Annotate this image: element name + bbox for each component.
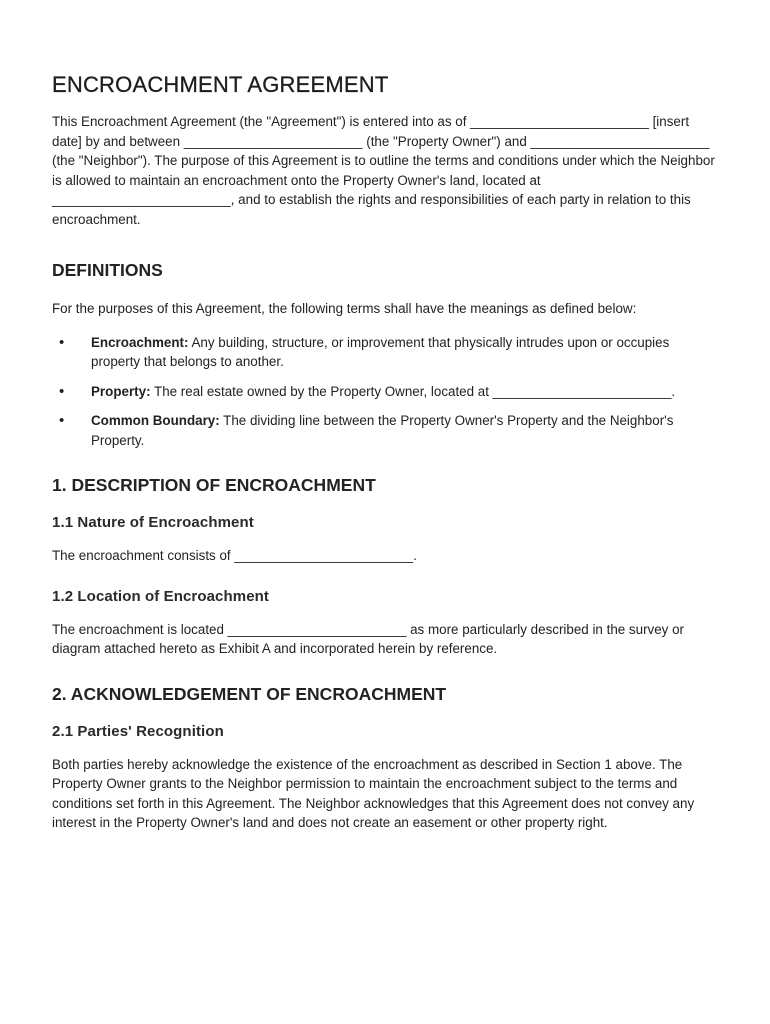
definitions-heading: DEFINITIONS	[52, 260, 163, 280]
section1-1-heading: 1.1 Nature of Encroachment	[52, 514, 254, 531]
section2-heading: 2. ACKNOWLEDGEMENT OF ENCROACHMENT	[52, 683, 447, 704]
definition-term: Property:	[91, 383, 151, 399]
section1-2-text: The encroachment is located ________________________ as more particularly described in the survey or diagram attached hereto as Exhibit A and incorporated herein by reference.	[52, 621, 684, 656]
definition-text: The dividing line between the Property Owner's Property and the Neighbor's Property.	[91, 413, 674, 448]
list-item	[52, 333, 720, 372]
section2-1-heading: 2.1 Parties' Recognition	[52, 722, 224, 740]
definition-text: Any building, structure, or improvement that physically intrudes upon or occupies property that belongs to another.	[91, 334, 670, 369]
bullet-icon: •	[59, 333, 65, 351]
section1-2-heading: 1.2 Location of Encroachment	[52, 587, 270, 605]
section2-1-text: Both parties hereby acknowledge the existence of the encroachment as described in Section 1 above. The Property Owner grants to the Neighbor permission to maintain the encroachment subject to the terms and conditions set forth in this Agreement. The Neighbor acknowledges that this Agreement does not convey any interest in the Property Owner's land and does not create an easement or other property right.	[52, 756, 695, 830]
definition-term: Encroachment:	[91, 334, 189, 350]
definitions-list	[52, 333, 720, 451]
list-item	[52, 411, 720, 450]
list-item	[52, 382, 720, 402]
intro-paragraph: This Encroachment Agreement (the "Agreement") is entered into as of ________________________ [insert date] by and between ________________________ (the "Property Owner") and ________________________ (the "Neighbor"). The purpose of this Agreement is to outline the terms and conditions under which the Neighbor is allowed to maintain an encroachment onto the Property Owner's land, located at ________________________, and to establish the rights and responsibilities of each party in relation to this encroachment.	[52, 114, 715, 227]
definition-text: The real estate owned by the Property Owner, located at ________________________.	[150, 383, 676, 399]
section1-1-text: The encroachment consists of ________________________.	[52, 548, 417, 563]
definition-term: Common Boundary:	[91, 413, 220, 428]
document-title: ENCROACHMENT AGREEMENT	[52, 72, 389, 97]
definitions-intro: For the purposes of this Agreement, the following terms shall have the meanings as defined below:	[52, 301, 637, 316]
bullet-icon: •	[59, 412, 65, 429]
bullet-icon: •	[59, 382, 65, 400]
document-page	[52, 72, 720, 833]
section1-heading: 1. DESCRIPTION OF ENCROACHMENT	[52, 475, 376, 495]
